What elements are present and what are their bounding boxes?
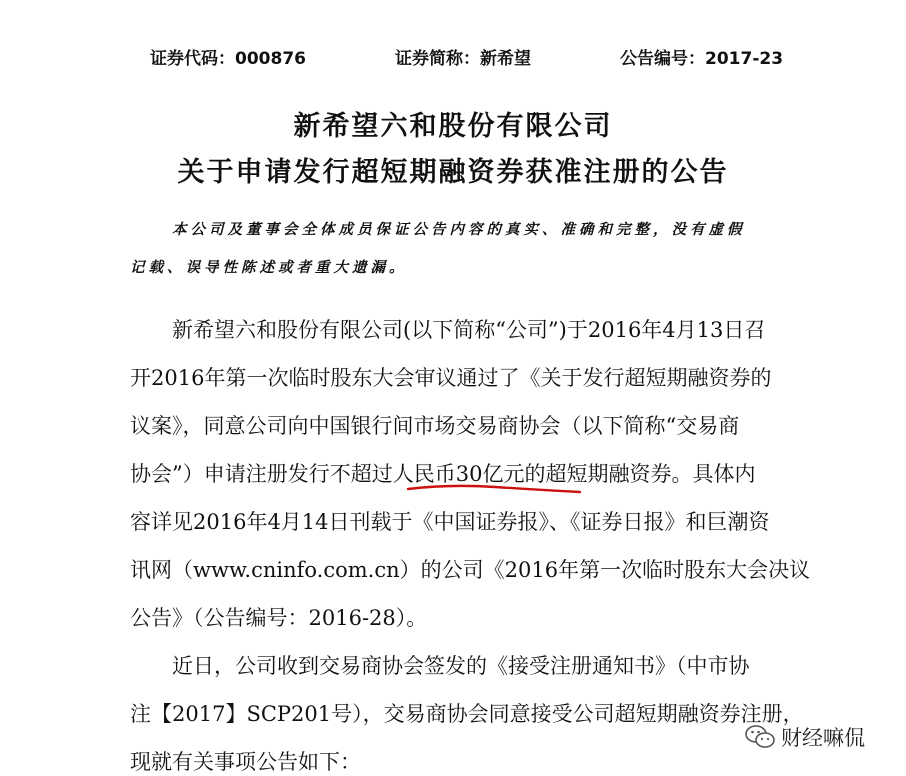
paragraph-2-line: 现就有关事项公告如下：: [130, 750, 361, 774]
stock-abbreviation: 证券简称：新希望: [395, 49, 531, 69]
paragraph-1-line: 讯网（www.cninfo.com.cn）的公司《2016年第一次临时股东大会决议: [130, 558, 811, 582]
paragraph-1-line: 开2016年第一次临时股东大会审议通过了《关于发行超短期融资券的: [130, 366, 772, 390]
watermark: [745, 722, 865, 752]
paragraph-2-line: 近日，公司收到交易商协会签发的《接受注册通知书》（中市协: [130, 654, 750, 678]
paragraph-1-line: 协会”）申请注册发行不超过人民币30亿元的超短期融资券。具体内: [130, 462, 756, 486]
declaration-line-2: 记载、误导性陈述或者重大遗漏。: [130, 259, 408, 276]
declaration-line-1: 本公司及董事会全体成员保证公告内容的真实、准确和完整，没有虚假: [172, 221, 746, 238]
announcement-title: 关于申请发行超短期融资券获准注册的公告: [177, 157, 729, 188]
paragraph-1-line: 新希望六和股份有限公司(以下简称“公司”)于2016年4月13日召: [130, 318, 766, 342]
watermark-text: 财经嘛侃: [781, 726, 865, 750]
stock-code: 证券代码：000876: [150, 49, 306, 69]
wechat-icon: [745, 724, 775, 750]
paragraph-2-line: 注【2017】SCP201号），交易商协会同意接受公司超短期融资券注册，: [130, 702, 804, 726]
notice-number: 公告编号：2017-23: [620, 49, 784, 69]
red-underline-annotation: [405, 480, 585, 496]
paragraph-1-line: 议案》，同意公司向中国银行间市场交易商协会（以下简称“交易商: [130, 414, 740, 438]
paragraph-1-line: 公告》（公告编号：2016-28）。: [130, 606, 428, 630]
company-title: 新希望六和股份有限公司: [293, 111, 613, 142]
paragraph-1-line: 容详见2016年4月14日刊载于《中国证券报》、《证券日报》和巨潮资: [130, 510, 770, 534]
